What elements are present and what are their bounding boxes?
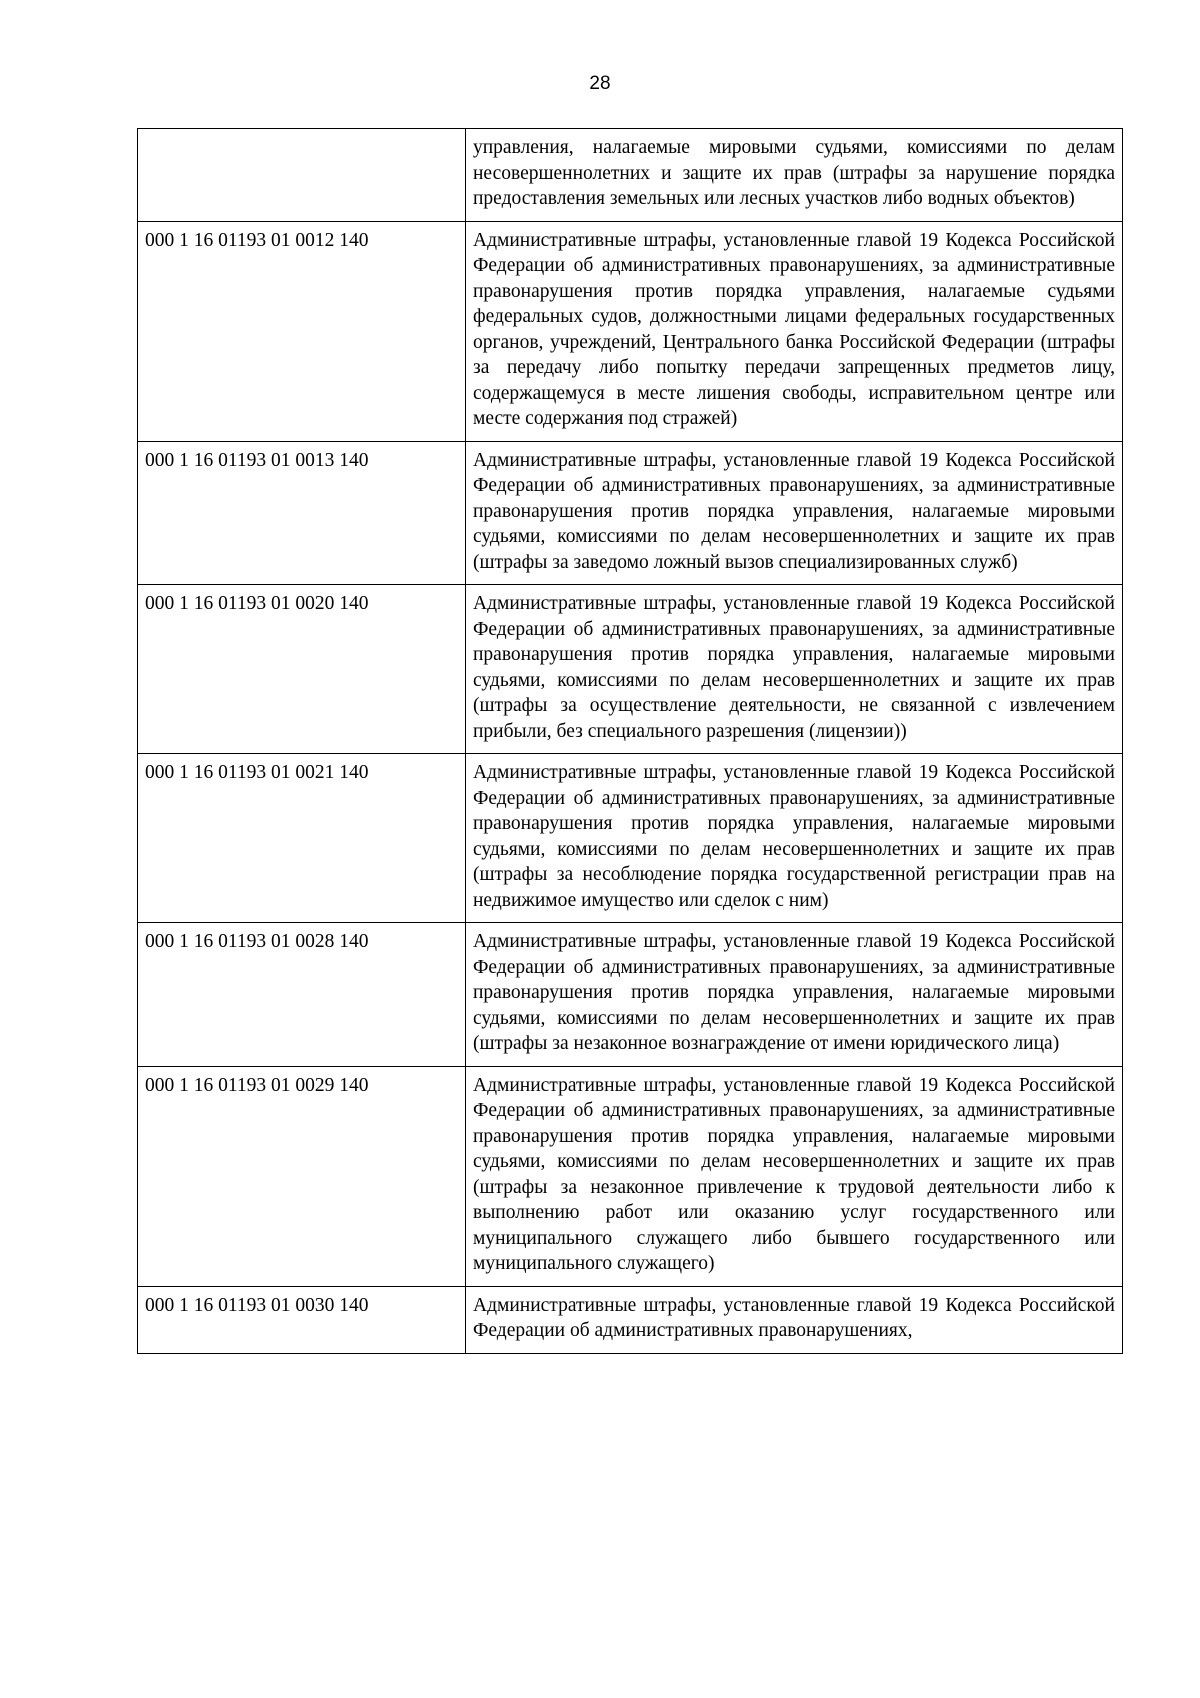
- page-number: 28: [589, 73, 611, 94]
- table-row: [138, 1066, 1123, 1286]
- budget-code-cell: 000 1 16 01193 01 0028 140: [138, 923, 466, 1067]
- table-row: [138, 585, 1123, 754]
- table-row: [138, 923, 1123, 1067]
- description-cell: Административные штрафы, установленные главой 19 Кодекса Российской Федерации об административных правонарушениях, за административные правонарушения против порядка управления, налагаемые мировыми судьями, комиссиями по делам несовершеннолетних и защите их прав (штрафы за осуществление деятельности, не связанной с извлечением прибыли, без специального разрешения (лицензии)): [466, 585, 1123, 754]
- budget-code-cell: 000 1 16 01193 01 0013 140: [138, 441, 466, 585]
- table-row: [138, 1286, 1123, 1353]
- table-row: [138, 754, 1123, 923]
- description-cell: Административные штрафы, установленные главой 19 Кодекса Российской Федерации об административных правонарушениях, за административные правонарушения против порядка управления, налагаемые мировыми судьями, комиссиями по делам несовершеннолетних и защите их прав (штрафы за незаконное привлечение к трудовой деятельности либо к выполнению работ или оказанию услуг государственного или муниципального служащего либо бывшего государственного или муниципального служащего): [466, 1066, 1123, 1286]
- budget-code-cell: 000 1 16 01193 01 0030 140: [138, 1286, 466, 1353]
- budget-code-cell: [138, 129, 466, 222]
- budget-code-cell: 000 1 16 01193 01 0012 140: [138, 221, 466, 441]
- budget-classification-table: [137, 128, 1123, 1354]
- description-cell: Административные штрафы, установленные главой 19 Кодекса Российской Федерации об административных правонарушениях, за административные правонарушения против порядка управления, налагаемые судьями федеральных судов, должностными лицами федеральных государственных органов, учреждений, Центрального банка Российской Федерации (штрафы за передачу либо попытку передачи запрещенных предметов лицу, содержащемуся в месте лишения свободы, исправительном центре или месте содержания под стражей): [466, 221, 1123, 441]
- description-cell: Административные штрафы, установленные главой 19 Кодекса Российской Федерации об административных правонарушениях, за административные правонарушения против порядка управления, налагаемые мировыми судьями, комиссиями по делам несовершеннолетних и защите их прав (штрафы за несоблюдение порядка государственной регистрации прав на недвижимое имущество или сделок с ним): [466, 754, 1123, 923]
- description-cell: Административные штрафы, установленные главой 19 Кодекса Российской Федерации об административных правонарушениях,: [466, 1286, 1123, 1353]
- table-row: [138, 221, 1123, 441]
- description-cell: управления, налагаемые мировыми судьями, комиссиями по делам несовершеннолетних и защите их прав (штрафы за нарушение порядка предоставления земельных или лесных участков либо водных объектов): [466, 129, 1123, 222]
- budget-code-cell: 000 1 16 01193 01 0029 140: [138, 1066, 466, 1286]
- budget-code-cell: 000 1 16 01193 01 0020 140: [138, 585, 466, 754]
- description-cell: Административные штрафы, установленные главой 19 Кодекса Российской Федерации об административных правонарушениях, за административные правонарушения против порядка управления, налагаемые мировыми судьями, комиссиями по делам несовершеннолетних и защите их прав (штрафы за незаконное вознаграждение от имени юридического лица): [466, 923, 1123, 1067]
- description-cell: Административные штрафы, установленные главой 19 Кодекса Российской Федерации об административных правонарушениях, за административные правонарушения против порядка управления, налагаемые мировыми судьями, комиссиями по делам несовершеннолетних и защите их прав (штрафы за заведомо ложный вызов специализированных служб): [466, 441, 1123, 585]
- table-row: [138, 441, 1123, 585]
- table-row: [138, 129, 1123, 222]
- budget-code-cell: 000 1 16 01193 01 0021 140: [138, 754, 466, 923]
